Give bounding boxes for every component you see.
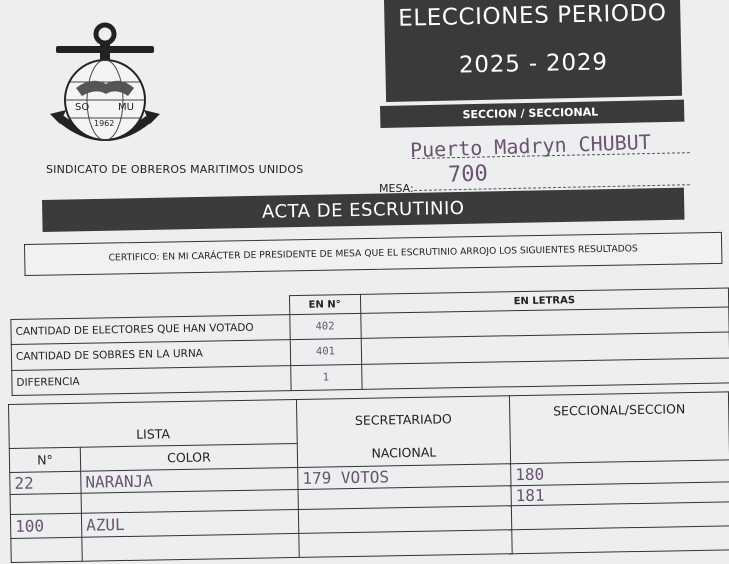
lista-num[interactable] (10, 493, 81, 514)
lista-num[interactable]: 100 (10, 513, 81, 538)
lista-seccional[interactable]: 181 (511, 482, 729, 506)
lista-num[interactable]: 22 (10, 471, 81, 494)
election-title-box (384, 0, 682, 102)
count-num[interactable]: 402 (289, 313, 360, 340)
lista-color[interactable]: AZUL (81, 509, 298, 537)
election-period: 2025 - 2029 (458, 49, 609, 79)
counts-table (10, 287, 729, 396)
certification-box (24, 232, 722, 276)
count-num[interactable]: 1 (290, 364, 361, 391)
lista-num[interactable] (11, 537, 82, 562)
count-letters[interactable] (361, 358, 729, 390)
results-table (8, 391, 729, 564)
mesa-label: MESA: (379, 182, 414, 195)
lista-nacional[interactable] (299, 530, 512, 558)
counts-header-letters: EN LETRAS (360, 288, 729, 313)
seccion-value: Puerto Madryn CHUBUT (409, 129, 652, 163)
acta-title: ACTA DE ESCRUTINIO (42, 188, 684, 232)
lista-color[interactable]: NARANJA (81, 467, 298, 493)
count-num[interactable]: 401 (290, 339, 361, 366)
lista-color[interactable] (82, 533, 299, 561)
lista-color-header: COLOR (80, 443, 297, 471)
certification-text: CERTIFICO: EN MI CARÁCTER DE PRESIDENTE DE MESA QUE EL ESCRUTINIO ARROJO LOS SIGUIENTES RESULTADOS (108, 243, 638, 264)
lista-num-header: N° (9, 447, 80, 472)
lista-nacional[interactable]: 179 VOTOS (298, 464, 511, 490)
count-label: DIFERENCIA (12, 365, 291, 395)
nacional-header-label: NACIONAL (371, 444, 437, 461)
mesa-value: 700 (447, 161, 489, 188)
lista-seccional[interactable]: 180 (511, 460, 729, 486)
secretariado-header-label: SECRETARIADO (354, 411, 452, 428)
union-logo (42, 12, 172, 162)
seccion-label: SECCION / SECCIONAL (380, 100, 684, 128)
organization-name: SINDICATO DE OBREROS MARITIMOS UNIDOS (46, 163, 304, 176)
count-label: CANTIDAD DE ELECTORES QUE HAN VOTADO (11, 315, 290, 345)
logo-text-left: SO (75, 102, 90, 113)
count-label: CANTIDAD DE SOBRES EN LA URNA (11, 340, 290, 370)
logo-text-right: MU (118, 102, 134, 113)
logo-year: 1962 (94, 119, 115, 128)
election-title: ELECCIONES PERIODO (397, 0, 667, 32)
secretariado-header (296, 396, 510, 468)
lista-seccional[interactable] (512, 526, 729, 554)
seccional-header: SECCIONAL/SECCION (509, 392, 729, 464)
counts-header-num: EN N° (289, 294, 360, 314)
lista-header: LISTA (9, 399, 298, 448)
